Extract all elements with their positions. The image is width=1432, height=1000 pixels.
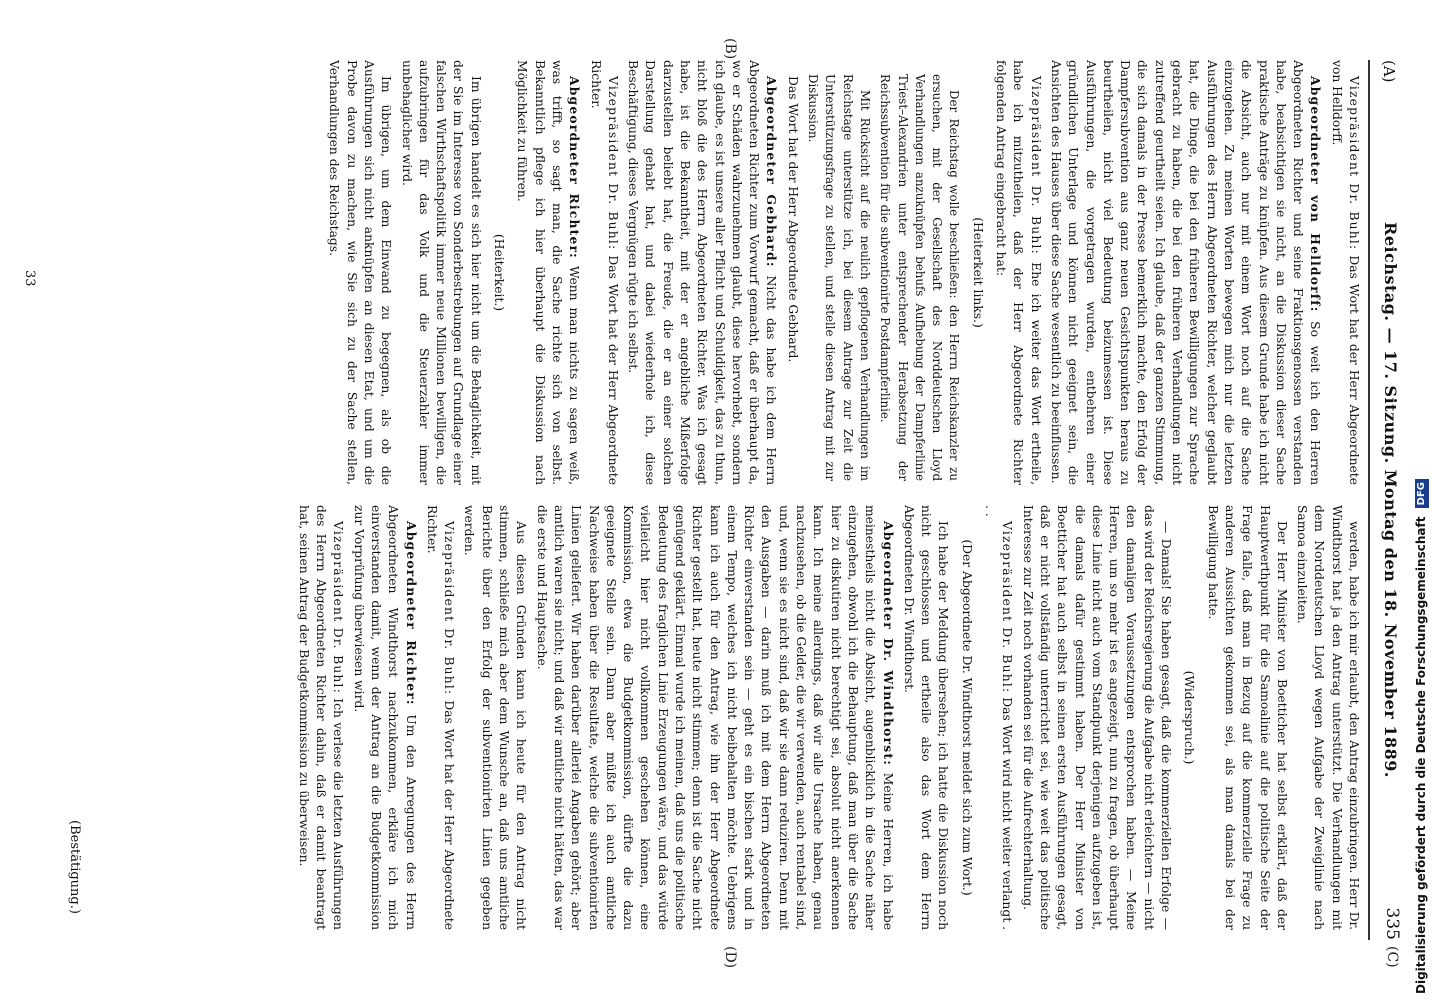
paragraph-text: Das Wort hat der Herr Abgeordnete von Helldorff. bbox=[1329, 60, 1361, 485]
motion-text: Der Reichstag wolle beschließen: den Herrn Reichskanzler zu ersuchen, mit der Gesellschaft des Norddeutschen Lloyd Verhandlungen anzuknüpfen behufs Aufhebung der Dampferlinie Triest–Alexandrien unter entsprechender Herabsetzung der Reichssubvention für die subventionirte Postdampferlinie. bbox=[878, 74, 962, 481]
paragraph: Im übrigen, um dem Einwand zu begegnen, als ob die Ausführungen sich nicht anknüpfen an diesen Etat, und um die Probe davon zu machen, wie Sie sich zu der Sache stellen, Verhandlungen des Reichstags. bbox=[327, 60, 394, 485]
paragraph-text: Ehe ich weiter das Wort ertheile, habe ich mitzutheilen, daß der Herr Abgeordnete Richter folgenden Antrag eingebracht hat: bbox=[994, 60, 1043, 485]
paragraph-text: Meine Herren, ich habe meinestheils nicht die Absicht, augenblicklich in die Sache näher einzugehen, obwohl ich die Behauptung, daß man über die Sache hier zu diskutiren nicht berechtigt sei, absolut nicht anerkennen kann. Ich meine allerdings, daß wir alle Ursache haben, genau nachzusehen, ob die Gelder, die wir verwenden, auch rentabel sind, und, wenn sie es nicht sind, daß wir sie dann reduziren. Denn mit den Ausgaben — darin muß ich mit dem Herrn Abgeordneten Richter einverstanden sein — geht es ein bischen stark und in einem Tempo, welches ich nicht beibehalten möchte. Uebrigens kann ich auch für den Antrag, wie ihn der Herr Abgeordnete Richter gestellt hat, heute nicht stimmen; denn ist die Sache nicht genügend geklärt. Einmal wurde ich meinen, daß uns die politische Bedeutung des fraglichen Linie Erzeugungen wäre, und das würde vielleicht hier nicht vollkommen geschehen können, eine Kommission, etwa die Budgetkommission, dürfte die dazu geeignete Stelle sein. Dann aber müßte ich auch amtliche Nachweise haben über die Resultate, welche die subventionirten Linien geliefert. Wir haben darüber allerlei Angaben gehört; aber amtlich waren sie nicht; und daß wir amtliche nicht hätten, das war die erste und Hauptsache. bbox=[534, 505, 895, 930]
paragraph: Der Herr Minister von Boetticher hat selbst erklärt, daß der Hauptwerthpunkt für die Samoalinie auf die politische Seite der Frage falle, daß man in Bezug auf die kommerzielle Frage zu anderen Aussichten gekommen sei, als man damals bei der Bewilligung hatte. bbox=[1205, 505, 1289, 930]
continuation-note: (Bestätigung.) bbox=[67, 820, 82, 914]
page-footer-number: 33 bbox=[22, 270, 37, 287]
speaker-name: Vizepräsident Dr. Buhl: bbox=[1000, 521, 1015, 694]
digitization-footer bbox=[1410, 0, 1432, 1000]
paragraph-text: Das Wort hat der Herr Abgeordnete Richter. bbox=[424, 505, 457, 930]
stage-direction: (Widerspruch.) bbox=[1182, 670, 1197, 765]
paragraph bbox=[423, 505, 458, 930]
dfg-logo: DFG bbox=[1415, 479, 1429, 508]
paragraph bbox=[981, 505, 1016, 930]
margin-letter-c: (C) bbox=[1384, 946, 1400, 968]
paragraph: werden, habe ich mir erlaubt, den Antrag einzubringen. Herr Dr. Windthorst hat ja den Antrag unterstützt. Die Verhandlungen mit dem Norddeutschen Lloyd wegen Aufgabe der Zweiglinie nach Samoa einzuleiten. bbox=[1295, 505, 1361, 930]
paragraph bbox=[992, 60, 1044, 485]
paragraph: Das Wort hat der Herr Abgeordnete Gebhard. bbox=[785, 76, 800, 363]
stage-direction: (Heiterkeit.) bbox=[492, 233, 507, 312]
paragraph-text: Wenn man nichts zu sagen weiß, was trifft, so sagt man, die Sache richte sich von selbst. Bekanntlich pflege ich hier überhaupt die Diskussion nach Möglichkeit zu führen. bbox=[515, 60, 582, 485]
stage-direction: (Heiterkeit links.) bbox=[970, 217, 985, 328]
paragraph-text: Ich verlese die letzten Ausführungen des Herrn Abgeordneten Richter dahin, daß er damit beantragt hat, seinen Antrag der Budgetkommission zu überweisen. bbox=[296, 505, 346, 930]
footer-credit: Digitalisierung gefördert durch die Deutsche Forschungsgemeinschaft bbox=[1414, 516, 1428, 994]
paragraph-text: Um den Anregungen des Herrn Abgeordneten Windthorst nachzukommen, erkläre ich mich einverstanden damit, wenn der Antrag an die Budgetkommission zur Vorprüfung überwiesen wird. bbox=[351, 505, 418, 930]
page-title: Reichstag. — 17. Sitzung. Montag den 18. November 1889. bbox=[1381, 222, 1400, 778]
paragraph bbox=[349, 505, 419, 930]
page-number: 335 bbox=[1382, 907, 1402, 940]
paragraph: Aus diesen Gründen kann ich heute für den Antrag nicht stimmen, schließe mich aber dem Wunsche an, daß uns amtliche Berichte über den Erfolg der subventionirten Linien gegeben werden. bbox=[462, 505, 529, 930]
margin-letter-d: (D) bbox=[722, 946, 738, 969]
paragraph: Im übrigen handelt es sich hier nicht um die Behaglichkeit, mit der Sie im Interesse von Sonderbestrebungen auf Grundlage einer falschen Wirthschaftspolitik immer neue Millionen bewilligen, die aufzubringen für das Volk und die Steuerzahler immer unbehaglicher wird. bbox=[399, 60, 483, 485]
paragraph bbox=[1327, 60, 1362, 485]
speaker-name: Abgeordneter Richter: bbox=[403, 521, 419, 706]
paragraph bbox=[1047, 60, 1325, 485]
margin-letter-b: (B) bbox=[722, 38, 738, 60]
paragraph-text: Das Wort hat der Herr Abgeordnete Richter. bbox=[588, 60, 620, 485]
paragraph: — Damals! Sie haben gesagt, daß die kommerziellen Erfolge — das wird der Reichsregierung die Aufgabe nicht erleichtern — nicht den damaligen Voraussetzungen entsprochen haben. — Meine Herren, um so mehr ist es angezeigt, nun zu fragen, ob überhaupt diese Linie nicht auch vom Standpunkt derjenigen aufzugeben ist, die damals dafür gestimmt haben. Der Herr Minister von Boetticher hat auch selbst in seinen ersten Ausführungen gesagt, daß er nicht vollständig unterrichtet sei, wie weit das politische Interesse zur Zeit noch vorhanden sei für die Aufrechterhaltung. bbox=[1020, 505, 1174, 930]
speaker-name: Abgeordneter Dr. Windthorst: bbox=[880, 521, 896, 766]
speaker-name: Vizepräsident Dr. Buhl: bbox=[331, 521, 346, 695]
speaker-name: Abgeordneter Gebhard: bbox=[764, 76, 780, 268]
left-column bbox=[42, 60, 1362, 485]
paragraph-text: Nicht das habe ich dem Herrn Abgeordneten Richter zum Vorwurf gemacht, daß er überhaupt da, wo er Schäden wahrzunehmen glaubt, diese hervorhebt, sondern ich glaube, es ist unsere aller Pflicht und Schuldigkeit, das zu thun, nicht bloß die des Herrn Abgeordneten Richter. Was ich gesagt habe, ist die Bekanntheit, mit der er angebliche Mißerfolge darzustellen beliebt hat, die Freude, die er an einer solchen Darstellung gehabt hat, und dabei wiederhole ich, diese Beschäftigung, dieses Vergnügen rügte ich selbst. bbox=[626, 60, 779, 485]
paragraph-text: So weit ich den Herren Abgeordneten Richter und seine Fraktionsgenossen verstanden habe, beabsichtigen sie nicht, an die Diskussion dieser Sache praktische Anträge zu knüpfen. Aus diesem Grunde habe ich nicht die Absicht, auch nur mit einem Wort noch auf die Sache einzugehen. Zu meinen Worten bewegen mich nur die letzten Ausführungen des Herrn Abgeordneten Richter, welcher geglaubt hat, die Dinge, die bei den früheren Bewilligungen zur Sprache gebracht zu haben, die bei den früheren Verhandlungen nicht zutreffend geurtheilt seien. Ich glaube, daß der ganzen Stimmung, die sich damals in der Presse bemerklich machte, den Erfolg der Dampfersubvention aus ganz neuen Gesichtspunkten heraus zu beurtheilen, nicht viel Bedeutung beizumessen ist. Diese Ausführungen, die vorgetragen wurden, entbehren einer gründlichen Unterlage und können nicht geeignet sein, die Ansichten des Hauses über diese Sache wesentlich zu beeinflussen. bbox=[1048, 60, 1323, 485]
speaker-name: Abgeordneter von Helldorff: bbox=[1308, 76, 1324, 313]
stage-direction: (Der Abgeordnete Dr. Windthorst meldet sich zum Wort.) bbox=[959, 539, 974, 896]
header-rule bbox=[1368, 60, 1370, 940]
paragraph bbox=[532, 505, 896, 930]
margin-letter-a: (A) bbox=[1380, 60, 1398, 83]
paragraph bbox=[513, 60, 583, 485]
right-column bbox=[42, 505, 1362, 930]
footer-text-wrap bbox=[1410, 0, 1432, 1000]
speaker-name: Vizepräsident Dr. Buhl: bbox=[442, 521, 457, 696]
paragraph: Ich habe der Meldung übersehen; ich hatte die Diskussion noch nicht geschlossen und ertheile also das Wort dem Herrn Abgeordneten Dr. Windthorst. bbox=[901, 505, 951, 930]
paragraph bbox=[294, 505, 346, 930]
paragraph bbox=[624, 60, 781, 485]
speaker-name: Vizepräsident Dr. Buhl: bbox=[605, 76, 620, 251]
speaker-name: Abgeordneter Richter: bbox=[567, 76, 583, 259]
paragraph-text: Das Wort wird nicht weiter verlangt . . . bbox=[983, 505, 1015, 930]
speaker-name: Vizepräsident Dr. Buhl: bbox=[1347, 76, 1361, 251]
motion-text: Mit Rücksicht auf die neulich gepflogenen Verhandlungen im Reichstage unterstütze ich, bei diesem Antrage zur Zeit die Unterstützungsfrage zu stellen, und stelle diesen Antrag mit zur Diskussion. bbox=[806, 74, 872, 481]
paragraph bbox=[586, 60, 621, 485]
speaker-name: Vizepräsident Dr. Buhl: bbox=[1028, 76, 1043, 255]
